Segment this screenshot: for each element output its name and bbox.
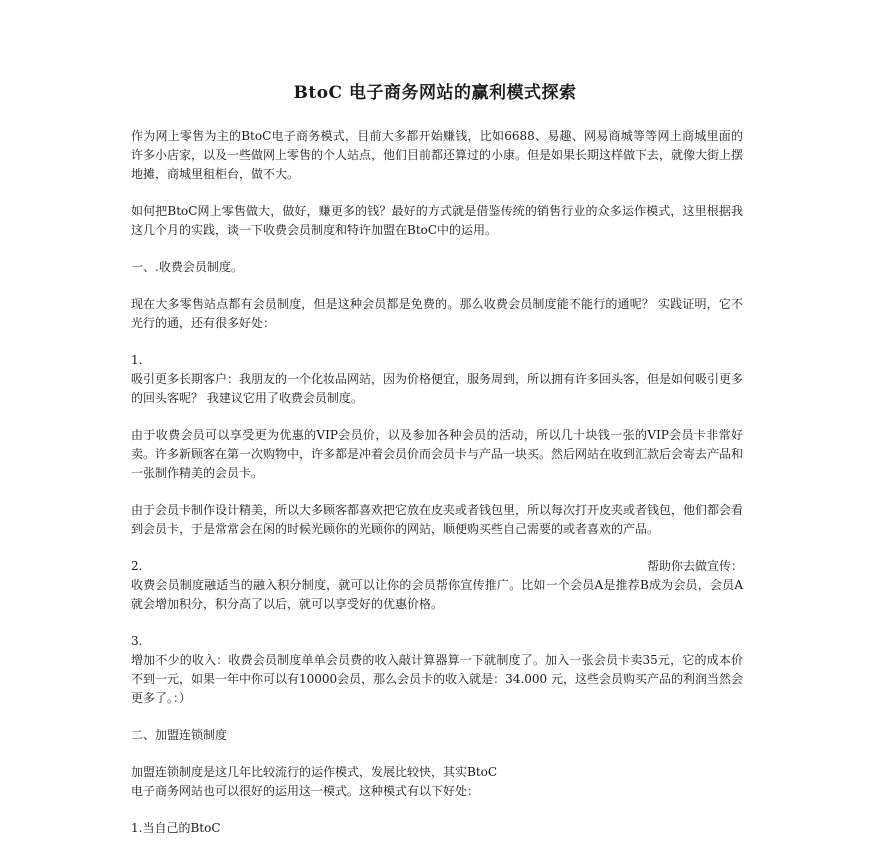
paragraph-vip-price: 由于收费会员可以享受更为优惠的VIP会员价，以及参加各种会员的活动，所以几十块钱一张的VIP会员卡非常好卖。许多新顾客在第一次购物中，许多都是冲着会员价而会员卡与产品一块买。然后网站在收到汇款后会寄去产品和一张制作精美的会员卡。	[131, 428, 744, 480]
paragraph-franchise-point-1: 1.当自己的BtoC	[131, 821, 221, 835]
list-number-2: 2.	[131, 559, 143, 573]
section-heading-paid-membership: 一、.收费会员制度。	[131, 260, 243, 274]
paragraph-card-design: 由于会员卡制作设计精美，所以大多顾客都喜欢把它放在皮夹或者钱包里，所以每次打开皮夹或者钱包，他们都会看到会员卡，于是常常会在闲的时候光顾你的光顾你的网站，顺便购买些自己需要的或者喜欢的产品。	[131, 503, 744, 536]
paragraph-intro: 作为网上零售为主的BtoC电子商务模式，目前大多都开始赚钱，比如6688、易趣、网易商城等等网上商城里面的许多小店家，以及一些做网上零售的个人站点，他们目前都还算过的小康。但是如果长期这样做下去，就像大街上摆地摊，商城里租柜台，做不大。	[131, 129, 744, 181]
section-heading-franchise: 二、加盟连锁制度	[131, 728, 228, 742]
document-title: BtoC 电子商务网站的赢利模式探索	[293, 83, 577, 103]
paragraph-attract-customers: 吸引更多长期客户：我朋友的一个化妆品网站，因为价格便宜，服务周到，所以拥有许多回头客，但是如何吸引更多的回头客呢？ 我建议它用了收费会员制度。	[131, 372, 744, 405]
paragraph-extra-income: 增加不少的收入：收费会员制度单单会员费的收入敲计算器算一下就制度了。加入一张会员卡卖35元，它的成本价不到一元，如果一年中你可以有10000会员，那么会员卡的收入就是：34.000 元，这些会员购买产品的利润当然会更多了。：）	[131, 653, 743, 705]
paragraph-franchise-line-1: 加盟连锁制度是这几年比较流行的运作模式，发展比较快，其实BtoC	[131, 765, 498, 779]
list-number-3: 3.	[131, 634, 143, 648]
list-number-1: 1.	[131, 353, 143, 367]
document-body	[131, 127, 743, 856]
paragraph-membership-overview: 现在大多零售站点都有会员制度，但是这种会员都是免费的。那么收费会员制度能不能行的通呢？ 实践证明，它不光行的通，还有很多好处：	[131, 297, 743, 330]
paragraph-points-system: 收费会员制度融适当的融入积分制度，就可以让你的会员帮你宣传推广。比如一个会员A是推荐B成为会员，会员A就会增加积分，积分高了以后，就可以享受好的优惠价格。	[131, 578, 743, 611]
paragraph-franchise-line-2: 电子商务网站也可以很好的运用这一模式。这种模式有以下好处：	[131, 784, 480, 798]
paragraph-how-to-grow: 如何把BtoC网上零售做大，做好，赚更多的钱？最好的方式就是借鉴传统的销售行业的众多运作模式，这里根据我这几个月的实践，谈一下收费会员制度和特许加盟在BtoC中的运用。	[131, 204, 743, 237]
list-item-2-header	[131, 557, 743, 576]
list-item-2-heading: 帮助你去做宣传：	[646, 559, 743, 573]
